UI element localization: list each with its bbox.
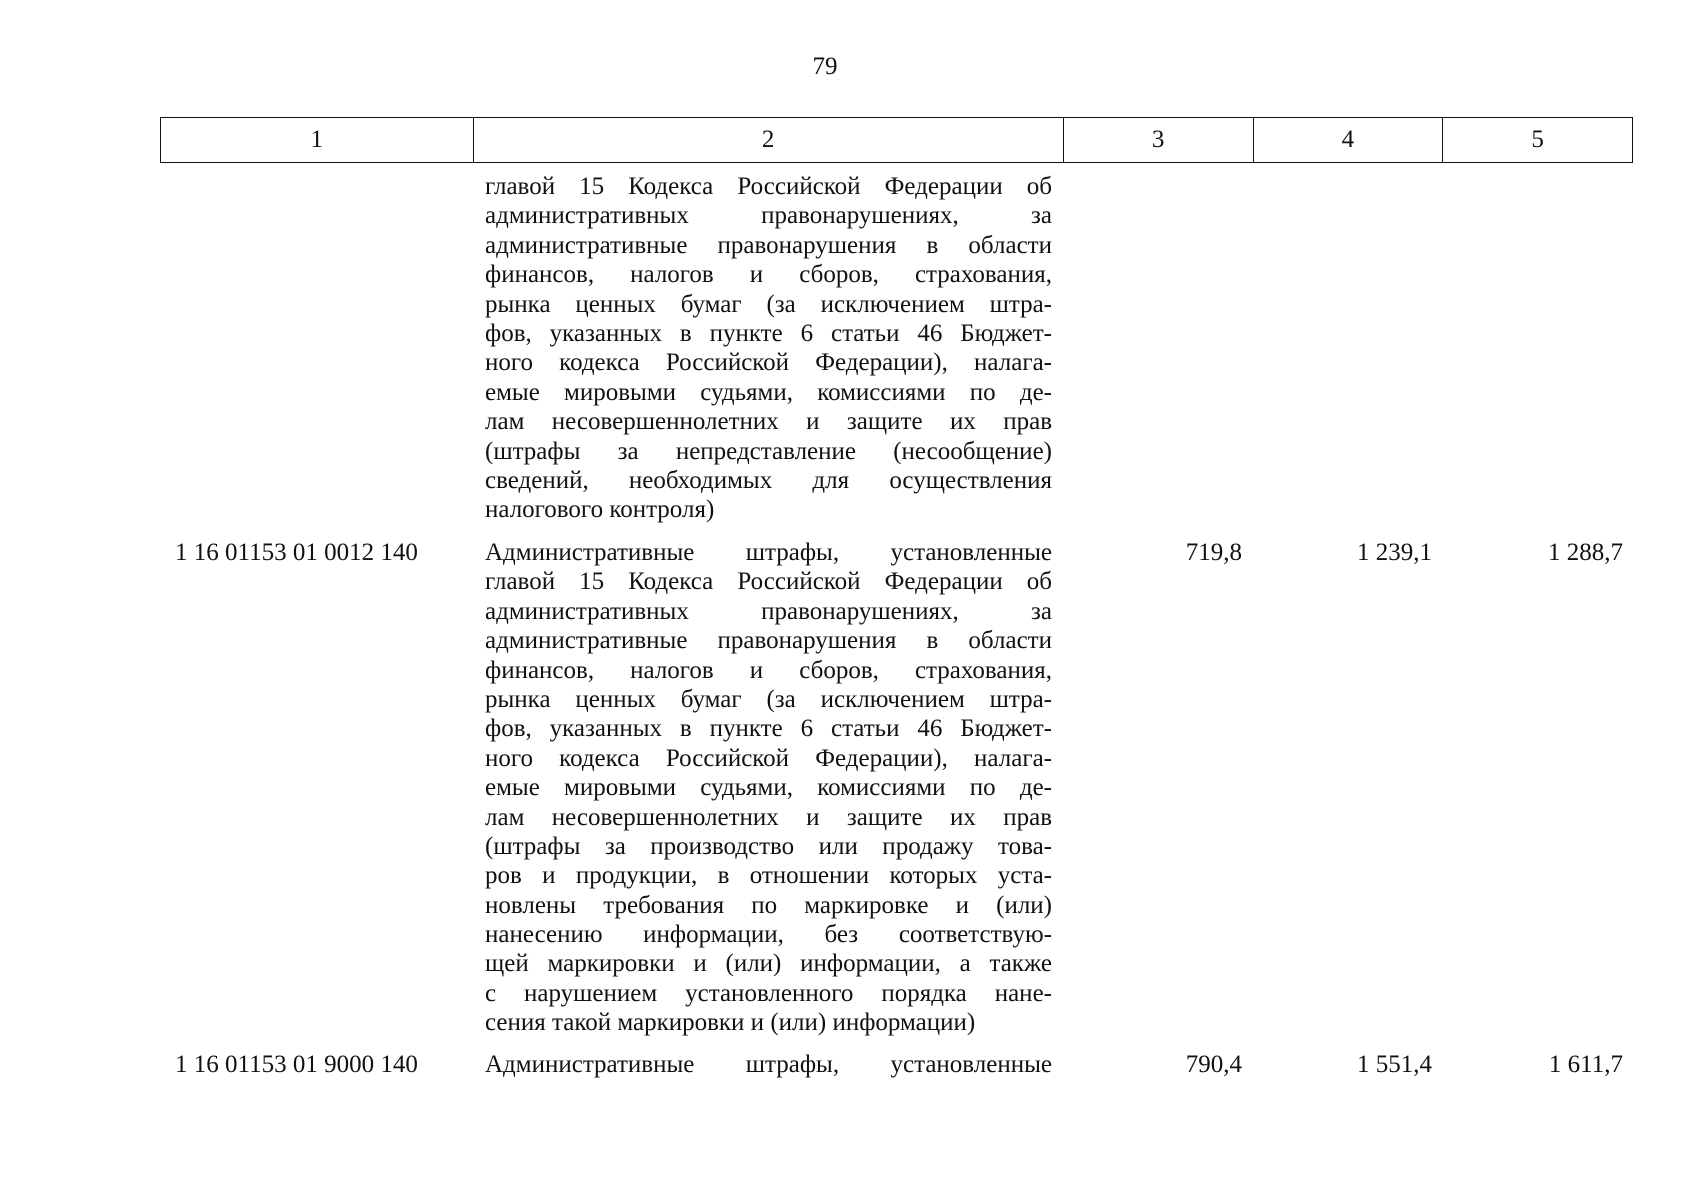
page-number: 79 (812, 53, 838, 80)
row-value-col5: 1 611,7 (1548, 1051, 1623, 1078)
row-value-col4: 1 239,1 (1357, 539, 1432, 566)
description-line: Административные штрафы, установленные (485, 1051, 1052, 1078)
description-line: финансов, налогов и сборов, страхования, (485, 261, 1052, 289)
description-line: сения такой маркировки и (или) информации) (485, 1009, 976, 1037)
description-line: новлены требования по маркировке и (или) (485, 891, 1052, 919)
description-line: административных правонарушениях, за (485, 202, 1052, 230)
continued-description (485, 172, 1052, 525)
description-line: емые мировыми судьями, комиссиями по де- (485, 774, 1052, 802)
description-line: финансов, налогов и сборов, страхования, (485, 656, 1052, 684)
description-line: емые мировыми судьями, комиссиями по де- (485, 378, 1052, 406)
description-line: административные правонарушения в области (485, 231, 1052, 259)
header-cell-1: 1 (161, 118, 474, 162)
description-line: главой 15 Кодекса Российской Федерации об (485, 568, 1052, 596)
row-description (485, 1050, 1052, 1079)
header-cell-4: 4 (1254, 118, 1444, 162)
header-cell-3: 3 (1064, 118, 1254, 162)
header-cell-5: 5 (1531, 126, 1544, 153)
description-line: налогового контроля) (485, 496, 715, 524)
description-line: ного кодекса Российской Федерации), налага- (485, 744, 1052, 772)
description-line: (штрафы за производство или продажу това- (485, 832, 1052, 860)
description-line: нанесению информации, без соответствую- (485, 921, 1052, 949)
row-value-col4: 1 551,4 (1357, 1051, 1432, 1078)
row-value-col3: 719,8 (1185, 539, 1242, 566)
row-value-col3: 790,4 (1185, 1051, 1242, 1078)
description-line: ров и продукции, в отношении которых уста- (485, 862, 1052, 890)
description-line: ного кодекса Российской Федерации), налага- (485, 349, 1052, 377)
description-line: административные правонарушения в области (485, 627, 1052, 655)
description-line: главой 15 Кодекса Российской Федерации об (485, 173, 1052, 200)
description-line: административных правонарушениях, за (485, 597, 1052, 625)
description-line: щей маркировки и (или) информации, а также (485, 950, 1052, 978)
description-line: лам несовершеннолетних и защите их прав (485, 803, 1052, 831)
description-line: Административные штрафы, установленные (485, 539, 1052, 566)
description-line: рынка ценных бумаг (за исключением штра- (485, 685, 1052, 713)
description-line: лам несовершеннолетних и защите их прав (485, 408, 1052, 436)
row-code: 1 16 01153 01 0012 140 (175, 539, 418, 566)
description-line: фов, указанных в пункте 6 статьи 46 Бюджет- (485, 715, 1052, 743)
header-cell-2: 2 (474, 118, 1064, 162)
row-code: 1 16 01153 01 9000 140 (175, 1051, 418, 1078)
row-description (485, 538, 1052, 1038)
description-line: с нарушением установленного порядка нане- (485, 979, 1052, 1007)
description-line: сведений, необходимых для осуществления (485, 466, 1052, 494)
description-line: (штрафы за непредставление (несообщение) (485, 437, 1052, 465)
row-value-col5: 1 288,7 (1548, 539, 1623, 566)
table-header (160, 117, 1633, 163)
description-line: фов, указанных в пункте 6 статьи 46 Бюджет- (485, 319, 1052, 347)
description-line: рынка ценных бумаг (за исключением штра- (485, 290, 1052, 318)
